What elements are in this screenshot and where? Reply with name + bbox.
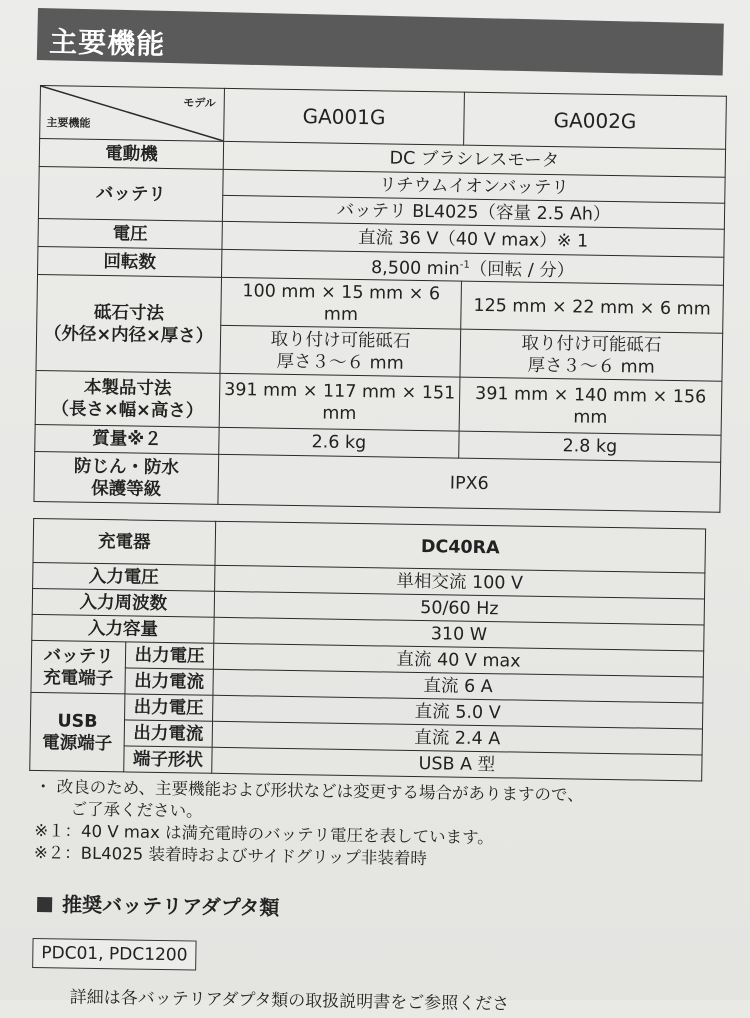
rpm-label: 回転数 [38, 246, 222, 277]
feature-header-label: 主要機能 [46, 116, 91, 130]
battery-terminal-label: バッテリ 充電端子 [31, 640, 126, 693]
wheel-size-label: 砥石寸法 （外径×内径×厚さ） [36, 274, 221, 373]
model-ga001g: GA001G [224, 88, 465, 145]
model-ga002g: GA002G [464, 92, 727, 149]
battery-label: バッテリ [38, 166, 223, 221]
model-header-label: モデル [183, 96, 216, 110]
input-capacity-label: 入力容量 [32, 614, 214, 643]
wheel-mount-ga001g: 取り付け可能砥石 厚さ３～６ mm [220, 325, 461, 377]
usb-out-current-label: 出力電流 [124, 720, 212, 747]
spec-notes [34, 776, 715, 875]
mass-label: 質量※２ [35, 424, 219, 454]
input-capacity-value: 310 W [214, 617, 704, 651]
battery-type-value: リチウムイオンバッテリ [223, 169, 725, 203]
protection-label: 防じん・防水 保護等級 [34, 451, 219, 504]
input-frequency-value: 50/60 Hz [214, 591, 704, 625]
square-bullet-icon [37, 897, 52, 912]
input-voltage-value: 単相交流 100 V [215, 565, 705, 599]
dimensions-ga001g: 391 mm × 117 mm × 151 mm [219, 373, 460, 431]
note-improvement: ・ 改良のため、主要機能および形状などは変更する場合がありますので、 [34, 777, 584, 805]
motor-value: DC ブラシレスモータ [223, 141, 725, 177]
adapter-section-heading [37, 888, 280, 921]
protection-value: IPX6 [218, 454, 721, 512]
usb-terminal-label: USB 電源端子 [30, 692, 125, 771]
input-voltage-label: 入力電圧 [33, 562, 215, 591]
note-improvement-cont: ご了承ください。 [70, 799, 203, 821]
motor-label: 電動機 [39, 139, 223, 170]
mass-ga001g: 2.6 kg [219, 427, 459, 458]
main-spec-table [33, 85, 726, 513]
charger-value: DC40RA [215, 521, 706, 573]
usb-shape-value: USB A 型 [212, 747, 702, 781]
usb-out-current-value: 直流 2.4 A [212, 721, 702, 755]
adapter-reference-text: 詳細は各バッテリアダプタ類の取扱説明書をご参照くださ [69, 987, 510, 1015]
voltage-value: 直流 36 V（40 V max）※ 1 [222, 221, 724, 257]
wheel-size-ga001g: 100 mm × 15 mm × 6 mm [221, 277, 462, 329]
note-1: ※１：40 V max は満充電時のバッテリ電圧を表しています。 [34, 821, 494, 848]
usb-out-voltage-label: 出力電圧 [125, 694, 213, 721]
adapter-models-box: PDC01, PDC1200 [32, 938, 197, 971]
adapter-section-title: 推奨バッテリアダプタ類 [61, 892, 280, 920]
mass-ga002g: 2.8 kg [459, 431, 721, 462]
rpm-exponent: -1 [459, 259, 470, 271]
charger-label: 充電器 [33, 518, 216, 565]
usb-out-voltage-value: 直流 5.0 V [213, 695, 703, 729]
dimensions-ga002g: 391 mm × 140 mm × 156 mm [459, 377, 722, 435]
battery-out-current-value: 直流 6 A [213, 669, 703, 703]
battery-out-current-label: 出力電流 [125, 668, 213, 695]
input-frequency-label: 入力周波数 [32, 588, 214, 617]
wheel-size-ga002g: 125 mm × 22 mm × 6 mm [461, 281, 724, 333]
rpm-number: 8,500 min [370, 257, 460, 280]
page-title: 主要機能 [48, 25, 166, 61]
battery-out-voltage-label: 出力電圧 [125, 642, 213, 669]
charger-spec-table [29, 518, 706, 782]
note-2: ※２：BL4025 装着時およびサイドグリップ非装着時 [33, 843, 427, 869]
battery-out-voltage-value: 直流 40 V max [213, 643, 703, 677]
battery-model-value: バッテリ BL4025（容量 2.5 Ah） [222, 195, 724, 229]
usb-shape-label: 端子形状 [124, 746, 212, 773]
rpm-unit: （回転 / 分） [469, 259, 575, 281]
wheel-mount-ga002g: 取り付け可能砥石 厚さ３～６ mm [460, 329, 723, 381]
table-corner-header [40, 86, 225, 142]
dimensions-label: 本製品寸法 （長さ×幅×高さ） [35, 370, 220, 427]
voltage-label: 電圧 [38, 218, 222, 249]
